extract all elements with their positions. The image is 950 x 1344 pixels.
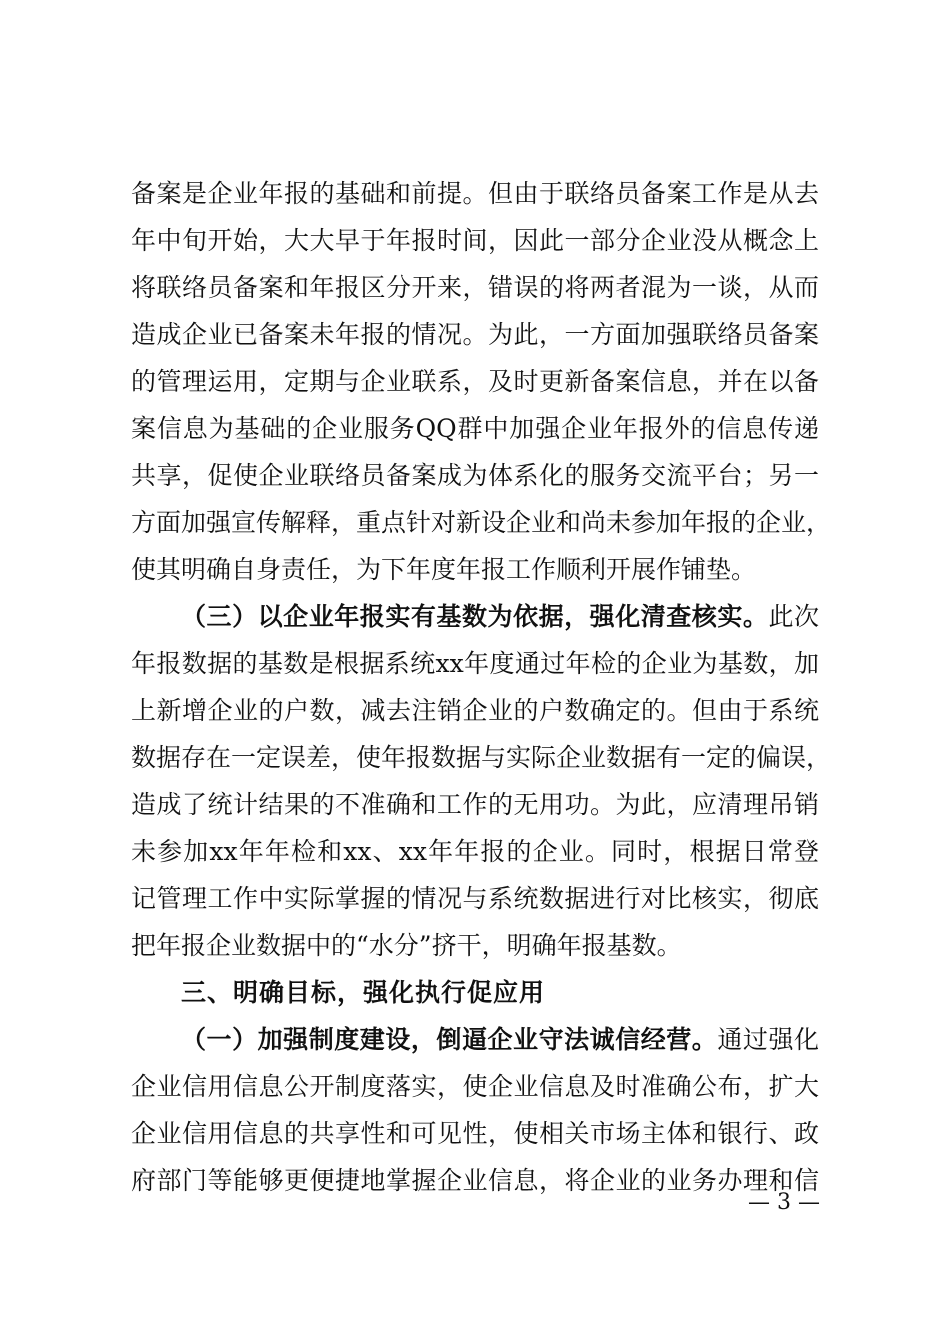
text-line: 共享，促使企业联络员备案成为体系化的服务交流平台；另一: [131, 461, 819, 490]
text-line: 年报数据的基数是根据系统xx年度通过年检的企业为基数，加: [131, 649, 819, 678]
text-line: 将联络员备案和年报区分开来，错误的将两者混为一谈，从而: [131, 273, 819, 302]
paragraph-lead: （三）以企业年报实有基数为依据，强化清查核实。: [181, 602, 769, 631]
text-line: [181, 602, 819, 632]
text-line: 企业信用信息公开制度落实，使企业信息及时准确公布，扩大: [131, 1072, 819, 1101]
paragraph-lead: （一）加强制度建设，倒逼企业守法诚信经营。: [181, 1025, 718, 1054]
text-line: 未参加xx年年检和xx、xx年年报的企业。同时，根据日常登: [131, 837, 819, 866]
text-line: 备案是企业年报的基础和前提。但由于联络员备案工作是从去: [131, 179, 819, 208]
text-line: [181, 1025, 819, 1055]
text-line: 年中旬开始，大大早于年报时间，因此一部分企业没从概念上: [131, 226, 819, 255]
text-line: 的管理运用，定期与企业联系，及时更新备案信息，并在以备: [131, 367, 819, 396]
text-line: 记管理工作中实际掌握的情况与系统数据进行对比核实，彻底: [131, 884, 819, 913]
section-heading: 三、明确目标，强化执行促应用: [181, 978, 546, 1007]
text-line: 把年报企业数据中的“水分”挤干，明确年报基数。: [131, 931, 682, 960]
text-line: 企业信用信息的共享性和可见性，使相关市场主体和银行、政: [131, 1119, 819, 1148]
paragraph-text: 此次: [768, 602, 819, 631]
text-line: 案信息为基础的企业服务QQ群中加强企业年报外的信息传递: [131, 414, 819, 443]
text-line: 造成企业已备案未年报的情况。为此，一方面加强联络员备案: [131, 320, 819, 349]
text-line: 上新增企业的户数，减去注销企业的户数确定的。但由于系统: [131, 696, 819, 725]
text-line: 使其明确自身责任，为下年度年报工作顺利开展作铺垫。: [131, 555, 757, 584]
text-line: 方面加强宣传解释，重点针对新设企业和尚未参加年报的企业，: [131, 508, 832, 537]
text-line: 数据存在一定误差，使年报数据与实际企业数据有一定的偏误，: [131, 743, 832, 772]
paragraph-text: 通过强化: [717, 1025, 819, 1054]
text-line: 府部门等能够更便捷地掌握企业信息，将企业的业务办理和信: [131, 1166, 819, 1195]
page-number: — 3 —: [748, 1190, 820, 1215]
text-line: 造成了统计结果的不准确和工作的无用功。为此，应清理吊销: [131, 790, 819, 819]
